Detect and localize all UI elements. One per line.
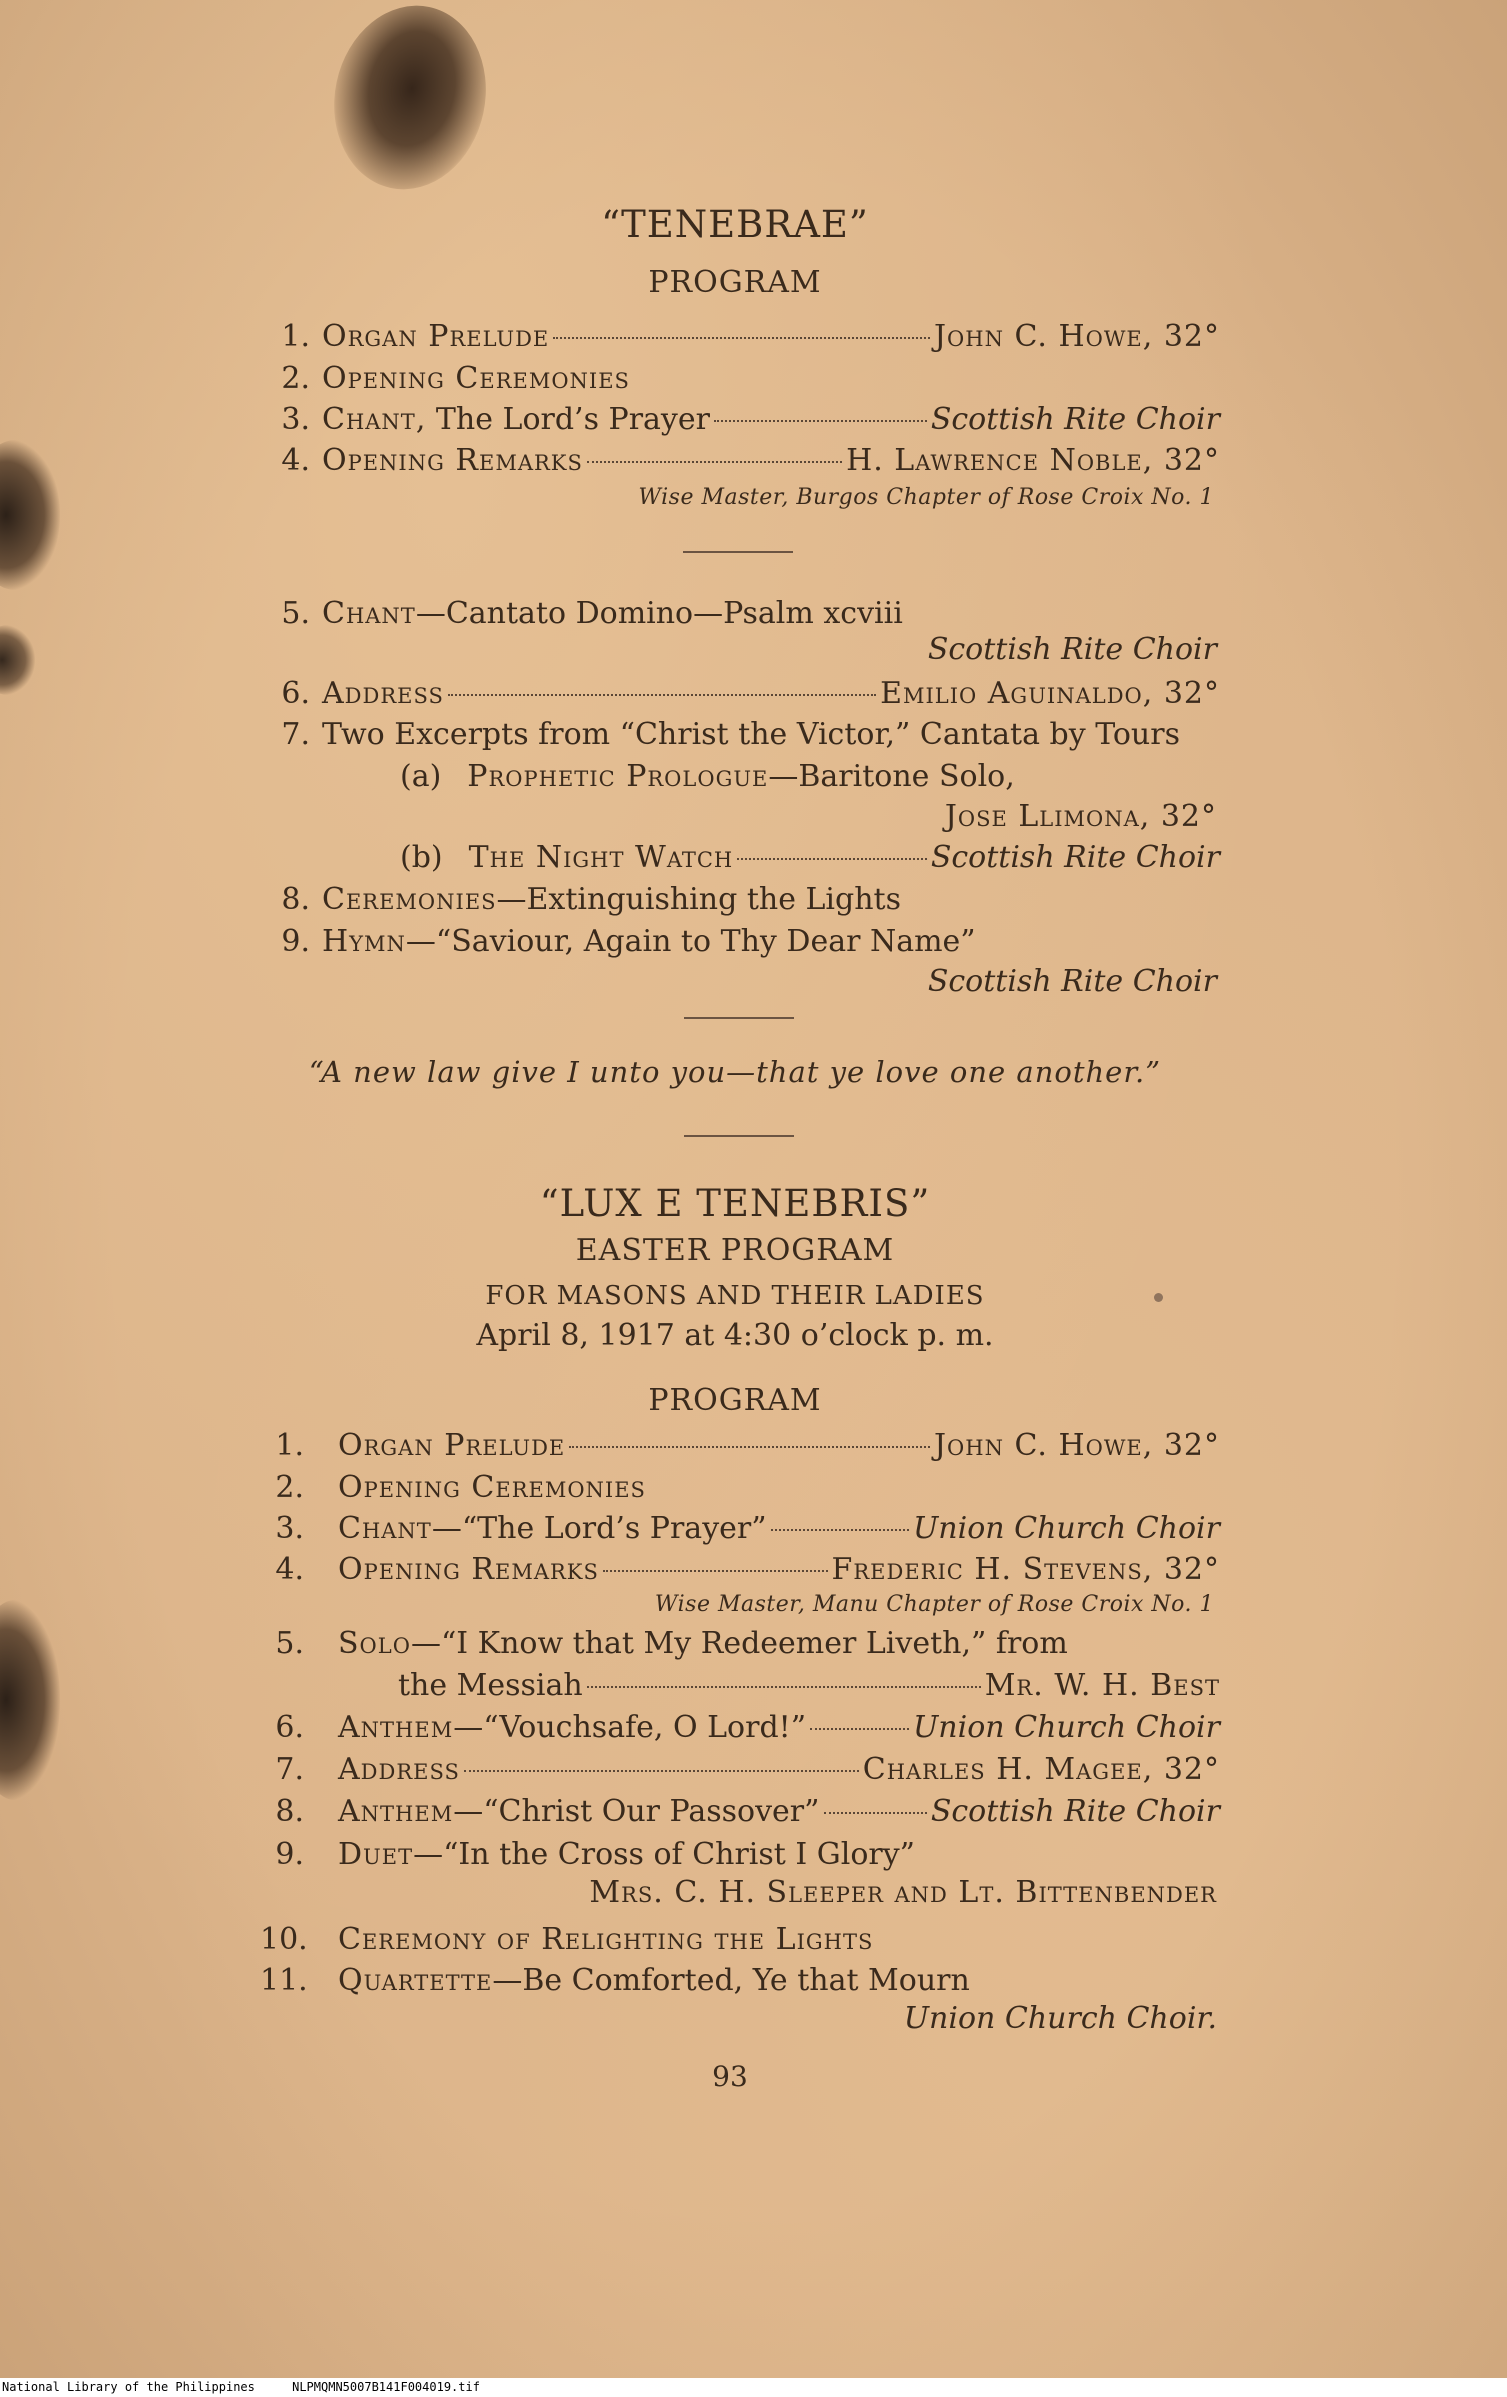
performer: Scottish Rite Choir <box>927 632 1217 667</box>
program-item: 2. Opening Ceremonies <box>275 1470 646 1505</box>
program-subitem: (a) Prophetic Prologue —Baritone Solo, <box>400 759 1015 794</box>
item-note: Wise Master, Burgos Chapter of Rose Croix No. 1 <box>638 485 1214 510</box>
section-subtitle: FOR MASONS AND THEIR LADIES <box>485 1281 985 1311</box>
item-note: Wise Master, Manu Chapter of Rose Croix No. 1 <box>654 1592 1214 1617</box>
divider <box>684 1135 794 1137</box>
program-item: 6. Anthem —“Vouchsafe, O Lord!” Union Church Choir <box>275 1710 1220 1745</box>
program-item: 5. Solo —“I Know that My Redeemer Liveth,” from <box>275 1626 1068 1661</box>
program-item: 1. Organ Prelude John C. Howe, 32° <box>275 1428 1220 1463</box>
scripture-quote: “A new law give I unto you—that ye love one another.” <box>308 1055 1162 1089</box>
divider <box>683 551 793 553</box>
section-subtitle: EASTER PROGRAM <box>575 1233 895 1268</box>
program-item: 11. Quartette —Be Comforted, Ye that Mourn <box>260 1963 970 1998</box>
program-item-continued: the Messiah Mr. W. H. Best <box>398 1668 1220 1703</box>
section-title: “LUX E TENEBRIS” <box>539 1182 931 1225</box>
event-date: April 8, 1917 at 4:30 o’clock p. m. <box>476 1318 994 1353</box>
performer: Union Church Choir. <box>903 2001 1217 2036</box>
program-item: 6. Address Emilio Aguinaldo, 32° <box>281 676 1220 711</box>
section-title: “TENEBRAE” <box>601 203 869 246</box>
program-item: 7. Two Excerpts from “Christ the Victor,” Cantata by Tours <box>281 717 1180 752</box>
program-item: 7. Address Charles H. Magee, 32° <box>275 1752 1220 1787</box>
program-item: 8. Ceremonies —Extinguishing the Lights <box>281 882 901 917</box>
program-item: 9. Duet —“In the Cross of Christ I Glory” <box>275 1837 916 1872</box>
performer: Scottish Rite Choir <box>927 964 1217 999</box>
scan-footer <box>0 2378 1507 2397</box>
ink-stain <box>0 440 60 590</box>
page-number: 93 <box>712 2060 748 2093</box>
program-item: 10. Ceremony of Relighting the Lights <box>260 1922 874 1957</box>
ink-stain <box>317 0 502 204</box>
performer: Mrs. C. H. Sleeper and Lt. Bittenbender <box>589 1875 1217 1910</box>
section-subtitle: PROGRAM <box>648 265 822 300</box>
program-item: 3. Chant, The Lord’s Prayer Scottish Rite Choir <box>281 402 1220 437</box>
footer-library: National Library of the Philippines <box>2 2380 255 2394</box>
program-item: 2. Opening Ceremonies <box>281 361 630 396</box>
program-item: 4. Opening Remarks Frederic H. Stevens, 32° <box>275 1552 1220 1587</box>
performer: Jose Llimona, 32° <box>944 799 1217 834</box>
program-item: 1. Organ Prelude John C. Howe, 32° <box>281 319 1220 354</box>
footer-filename: NLPMQMN5007B141F004019.tif <box>292 2380 480 2394</box>
program-item: 9. Hymn —“Saviour, Again to Thy Dear Name” <box>281 924 976 959</box>
program-item: 4. Opening Remarks H. Lawrence Noble, 32° <box>281 443 1220 478</box>
program-item: 3. Chant —“The Lord’s Prayer” Union Church Choir <box>275 1511 1220 1546</box>
program-item: 5. Chant —Cantato Domino—Psalm xcviii <box>281 596 903 631</box>
divider <box>684 1017 794 1019</box>
program-item: 8. Anthem —“Christ Our Passover” Scottish Rite Choir <box>275 1794 1220 1829</box>
ink-stain <box>0 625 35 695</box>
ink-stain <box>0 1600 60 1800</box>
program-heading: PROGRAM <box>648 1383 822 1418</box>
program-subitem: (b) The Night Watch Scottish Rite Choir <box>400 840 1220 875</box>
